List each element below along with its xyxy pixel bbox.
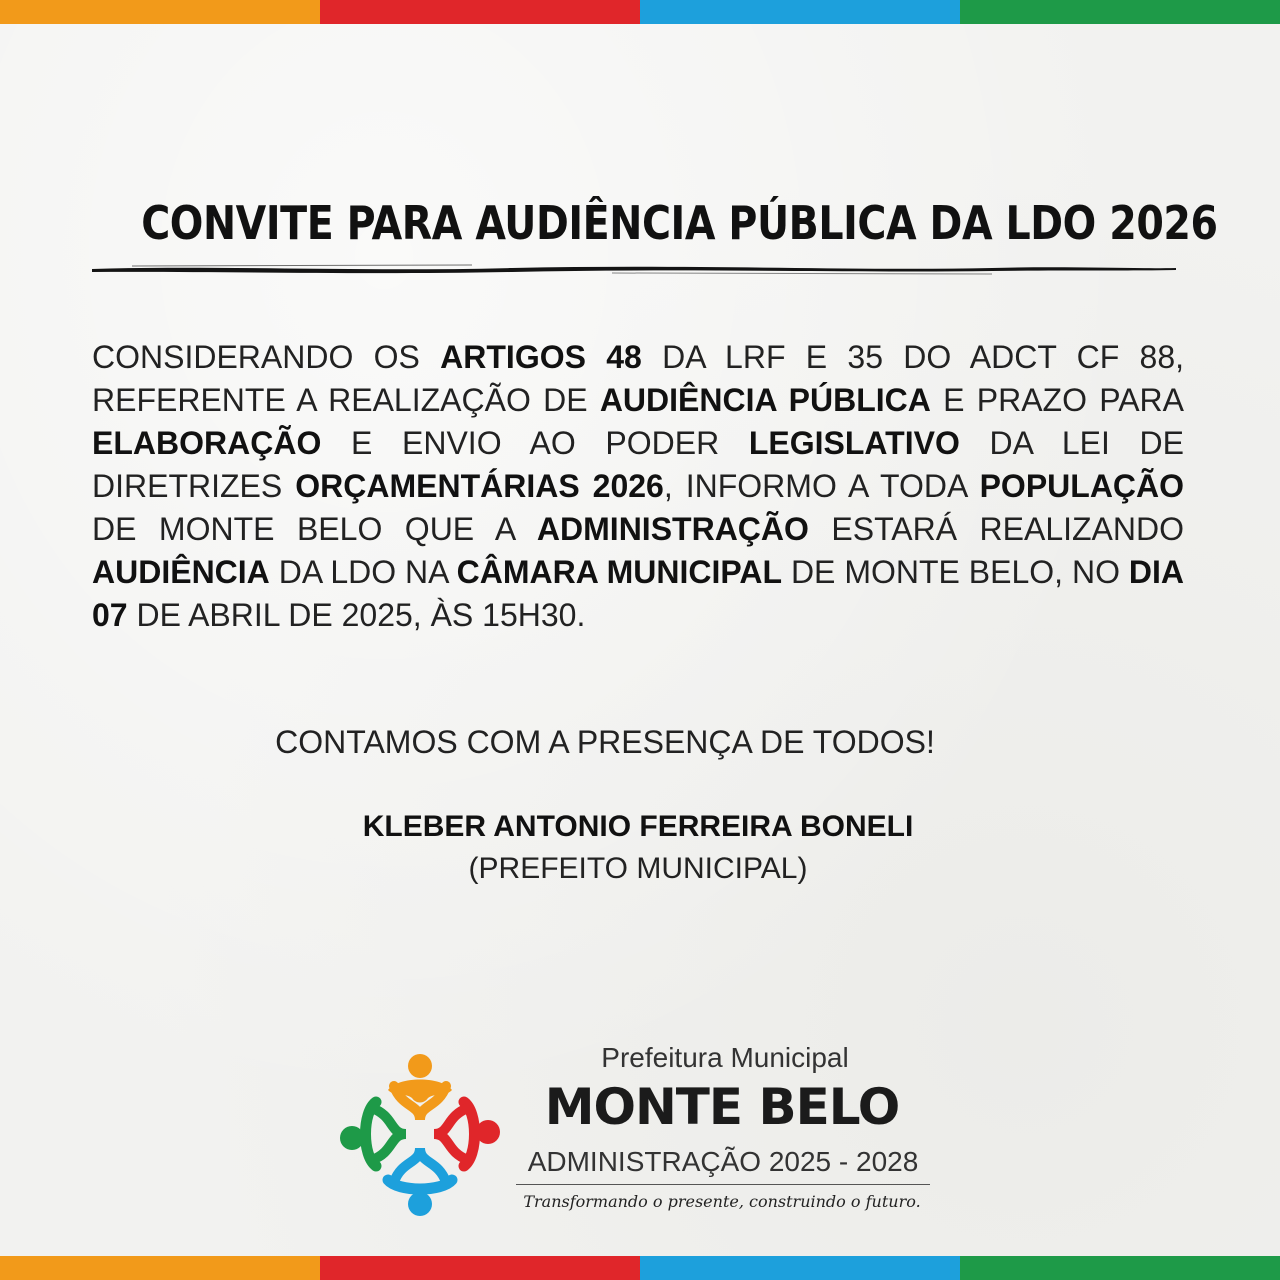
body-emphasis: DIA 07 <box>92 554 1185 633</box>
stripe-red <box>320 1256 640 1280</box>
logo-administration: ADMINISTRAÇÃO 2025 - 2028 <box>516 1146 930 1185</box>
stripe-green <box>960 1256 1280 1280</box>
stripe-red <box>320 0 640 24</box>
logo-city-name: MONTE BELO <box>544 1078 900 1136</box>
body-emphasis: CÂMARA MUNICIPAL <box>456 554 783 590</box>
stripe-green <box>960 0 1280 24</box>
people-circle-logo-icon <box>332 1046 508 1222</box>
body-text: DA LRF E 35 DO ADCT CF 88, REFERENTE A REALIZAÇÃO DE <box>92 339 1185 418</box>
body-text: , INFORMO A TODA <box>663 468 980 504</box>
body-text: DA LDO NA <box>269 554 457 590</box>
logo-prefecture-label: Prefeitura Municipal <box>601 1042 849 1073</box>
body-text: DE MONTE BELO QUE A <box>92 511 537 547</box>
page-title: CONVITE PARA AUDIÊNCIA PÚBLICA DA LDO 2026 <box>141 196 1218 250</box>
announcement-paragraph <box>92 336 1184 637</box>
signer-role: (PREFEITO MUNICIPAL) <box>468 852 808 885</box>
stripe-blue <box>640 1256 960 1280</box>
body-emphasis: ORÇAMENTÁRIAS 2026 <box>295 468 664 504</box>
stripe-orange <box>0 1256 320 1280</box>
body-emphasis: ARTIGOS 48 <box>440 339 642 375</box>
brush-stroke-divider <box>92 262 1176 276</box>
body-emphasis: LEGISLATIVO <box>748 425 960 461</box>
body-text: ESTARÁ REALIZANDO <box>808 511 1185 547</box>
body-emphasis: POPULAÇÃO <box>979 468 1185 504</box>
body-text: DE MONTE BELO, NO <box>782 554 1129 590</box>
body-emphasis: ADMINISTRAÇÃO <box>536 511 809 547</box>
body-text: DE ABRIL DE 2025, ÀS 15H30. <box>127 597 586 633</box>
body-text: DA LEI DE DIRETRIZES <box>92 425 1185 504</box>
body-emphasis: AUDIÊNCIA PÚBLICA <box>599 382 931 418</box>
signer-name: KLEBER ANTONIO FERREIRA BONELI <box>362 810 914 843</box>
body-text: E ENVIO AO PODER <box>321 425 749 461</box>
body-emphasis: ELABORAÇÃO <box>92 425 322 461</box>
top-color-stripe <box>0 0 1280 24</box>
closing-line: CONTAMOS COM A PRESENÇA DE TODOS! <box>275 724 935 760</box>
body-text: E PRAZO PARA <box>930 382 1185 418</box>
body-emphasis: AUDIÊNCIA <box>92 554 270 590</box>
logo-slogan: Transformando o presente, construindo o futuro. <box>523 1192 921 1211</box>
stripe-blue <box>640 0 960 24</box>
bottom-color-stripe <box>0 1256 1280 1280</box>
body-text: CONSIDERANDO OS <box>92 339 441 375</box>
stripe-orange <box>0 0 320 24</box>
